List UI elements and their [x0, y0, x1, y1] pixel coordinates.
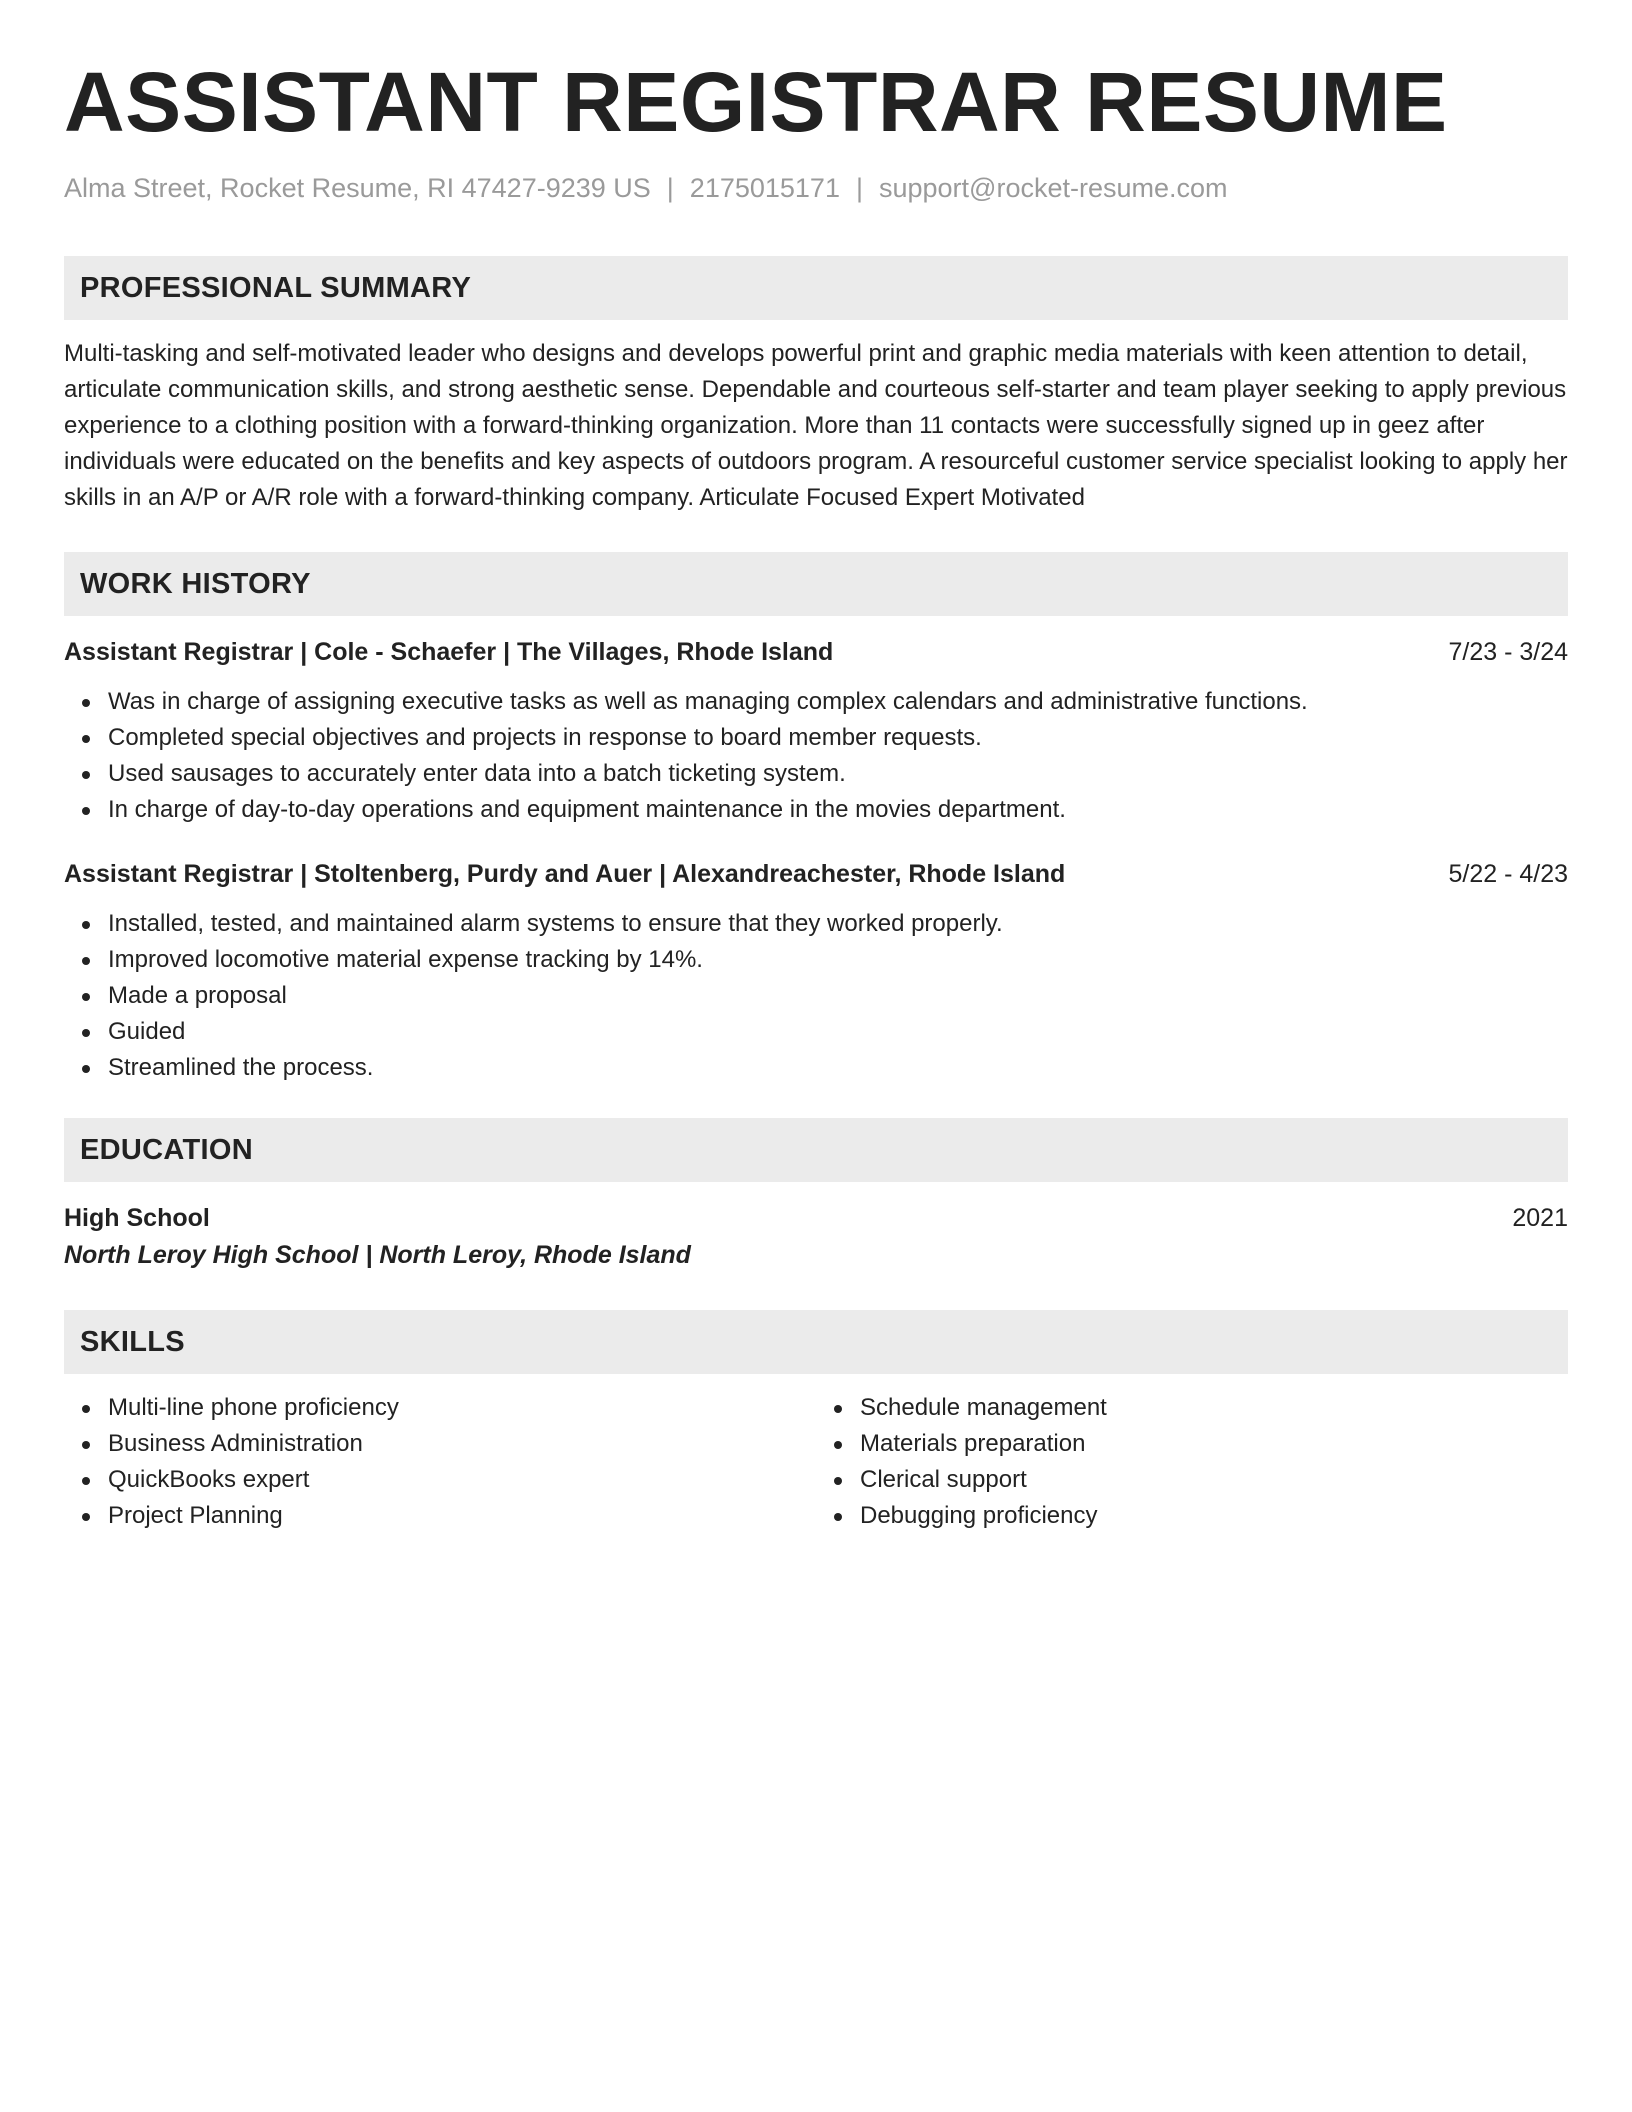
bullet-icon	[82, 1065, 90, 1073]
job-heading-row	[64, 856, 1568, 892]
skill-text: Business Administration	[108, 1430, 363, 1457]
bullet-icon	[82, 921, 90, 929]
list-item	[108, 906, 1568, 942]
skill-text: Materials preparation	[860, 1430, 1086, 1457]
skills-column-right	[816, 1390, 1568, 1534]
bullet-text: Improved locomotive material expense tracking by 14%.	[108, 946, 703, 973]
bullet-icon	[834, 1477, 842, 1485]
contact-separator: |	[666, 173, 674, 203]
bullet-icon	[82, 957, 90, 965]
skills-list-right	[816, 1390, 1568, 1534]
skill-text: Debugging proficiency	[860, 1502, 1098, 1529]
skill-text: Project Planning	[108, 1502, 283, 1529]
contact-separator: |	[855, 173, 863, 203]
contact-email: support@rocket-resume.com	[878, 173, 1228, 203]
section-header-summary: PROFESSIONAL SUMMARY	[64, 256, 1568, 320]
job-heading-row	[64, 634, 1568, 670]
list-item	[108, 720, 1568, 756]
contact-address: Alma Street, Rocket Resume, RI 47427-9239 US	[64, 173, 651, 203]
bullet-text: Installed, tested, and maintained alarm systems to ensure that they worked properly.	[108, 910, 1003, 937]
job-dates: 7/23 - 3/24	[1448, 638, 1568, 666]
job-entry	[64, 634, 1568, 828]
list-item	[860, 1498, 1568, 1534]
bullet-icon	[82, 993, 90, 1001]
bullet-text: In charge of day-to-day operations and equipment maintenance in the movies department.	[108, 796, 1066, 823]
skills-list-left	[64, 1390, 816, 1534]
bullet-icon	[834, 1405, 842, 1413]
bullet-icon	[82, 735, 90, 743]
education-year: 2021	[1512, 1204, 1568, 1232]
list-item	[860, 1426, 1568, 1462]
bullet-icon	[82, 1029, 90, 1037]
bullet-icon	[82, 1477, 90, 1485]
contact-phone: 2175015171	[689, 173, 840, 203]
bullet-text: Used sausages to accurately enter data into a batch ticketing system.	[108, 760, 846, 787]
bullet-text: Streamlined the process.	[108, 1054, 374, 1081]
resume-title: ASSISTANT REGISTRAR RESUME	[64, 55, 1448, 149]
job-bullet-list	[64, 906, 1568, 1086]
list-item	[108, 1050, 1568, 1086]
list-item	[108, 1462, 816, 1498]
list-item	[108, 978, 1568, 1014]
education-school: North Leroy High School | North Leroy, Rhode Island	[64, 1241, 691, 1269]
bullet-icon	[82, 1441, 90, 1449]
bullet-text: Made a proposal	[108, 982, 287, 1009]
education-degree: High School	[64, 1204, 210, 1232]
section-header-education: EDUCATION	[64, 1118, 1568, 1182]
bullet-icon	[82, 771, 90, 779]
list-item	[860, 1462, 1568, 1498]
job-heading: Assistant Registrar | Stoltenberg, Purdy and Auer | Alexandreachester, Rhode Island	[64, 860, 1066, 888]
skill-text: QuickBooks expert	[108, 1466, 310, 1493]
section-header-work-history: WORK HISTORY	[64, 552, 1568, 616]
list-item	[108, 792, 1568, 828]
bullet-text: Was in charge of assigning executive tasks as well as managing complex calendars and administrative functions.	[108, 688, 1308, 715]
job-dates: 5/22 - 4/23	[1448, 860, 1568, 888]
list-item	[108, 684, 1568, 720]
list-item	[108, 1014, 1568, 1050]
list-item	[108, 756, 1568, 792]
education-heading-row	[64, 1200, 1568, 1236]
bullet-text: Completed special objectives and projects in response to board member requests.	[108, 724, 982, 751]
skill-text: Schedule management	[860, 1394, 1107, 1421]
skill-text: Multi-line phone proficiency	[108, 1394, 399, 1421]
list-item	[108, 1390, 816, 1426]
bullet-icon	[834, 1441, 842, 1449]
skills-column-left	[64, 1390, 816, 1534]
bullet-icon	[82, 699, 90, 707]
job-bullet-list	[64, 684, 1568, 828]
bullet-icon	[82, 807, 90, 815]
list-item	[108, 1426, 816, 1462]
list-item	[860, 1390, 1568, 1426]
section-header-skills: SKILLS	[64, 1310, 1568, 1374]
summary-text: Multi-tasking and self-motivated leader who designs and develops powerful print and graphic media materials with keen attention to detail, articulate communication skills, and strong aesthetic sense. Dependable and courteous self-starter and team player seeking to apply previous experience to a clothing position with a forward-thinking organization. More than 11 contacts were successfully signed up in geez after individuals were educated on the benefits and key aspects of outdoors program. A resourceful customer service specialist looking to apply her skills in an A/P or A/R role with a forward-thinking company. Articulate Focused Expert Motivated	[64, 340, 1568, 511]
job-heading: Assistant Registrar | Cole - Schaefer | The Villages, Rhode Island	[64, 638, 834, 666]
education-entry	[64, 1200, 1568, 1274]
contact-line	[64, 170, 1568, 206]
list-item	[108, 1498, 816, 1534]
bullet-icon	[834, 1513, 842, 1521]
bullet-icon	[82, 1405, 90, 1413]
bullet-icon	[82, 1513, 90, 1521]
bullet-text: Guided	[108, 1018, 186, 1045]
job-entry	[64, 856, 1568, 1086]
skills-grid	[64, 1390, 1568, 1534]
skill-text: Clerical support	[860, 1466, 1027, 1493]
list-item	[108, 942, 1568, 978]
